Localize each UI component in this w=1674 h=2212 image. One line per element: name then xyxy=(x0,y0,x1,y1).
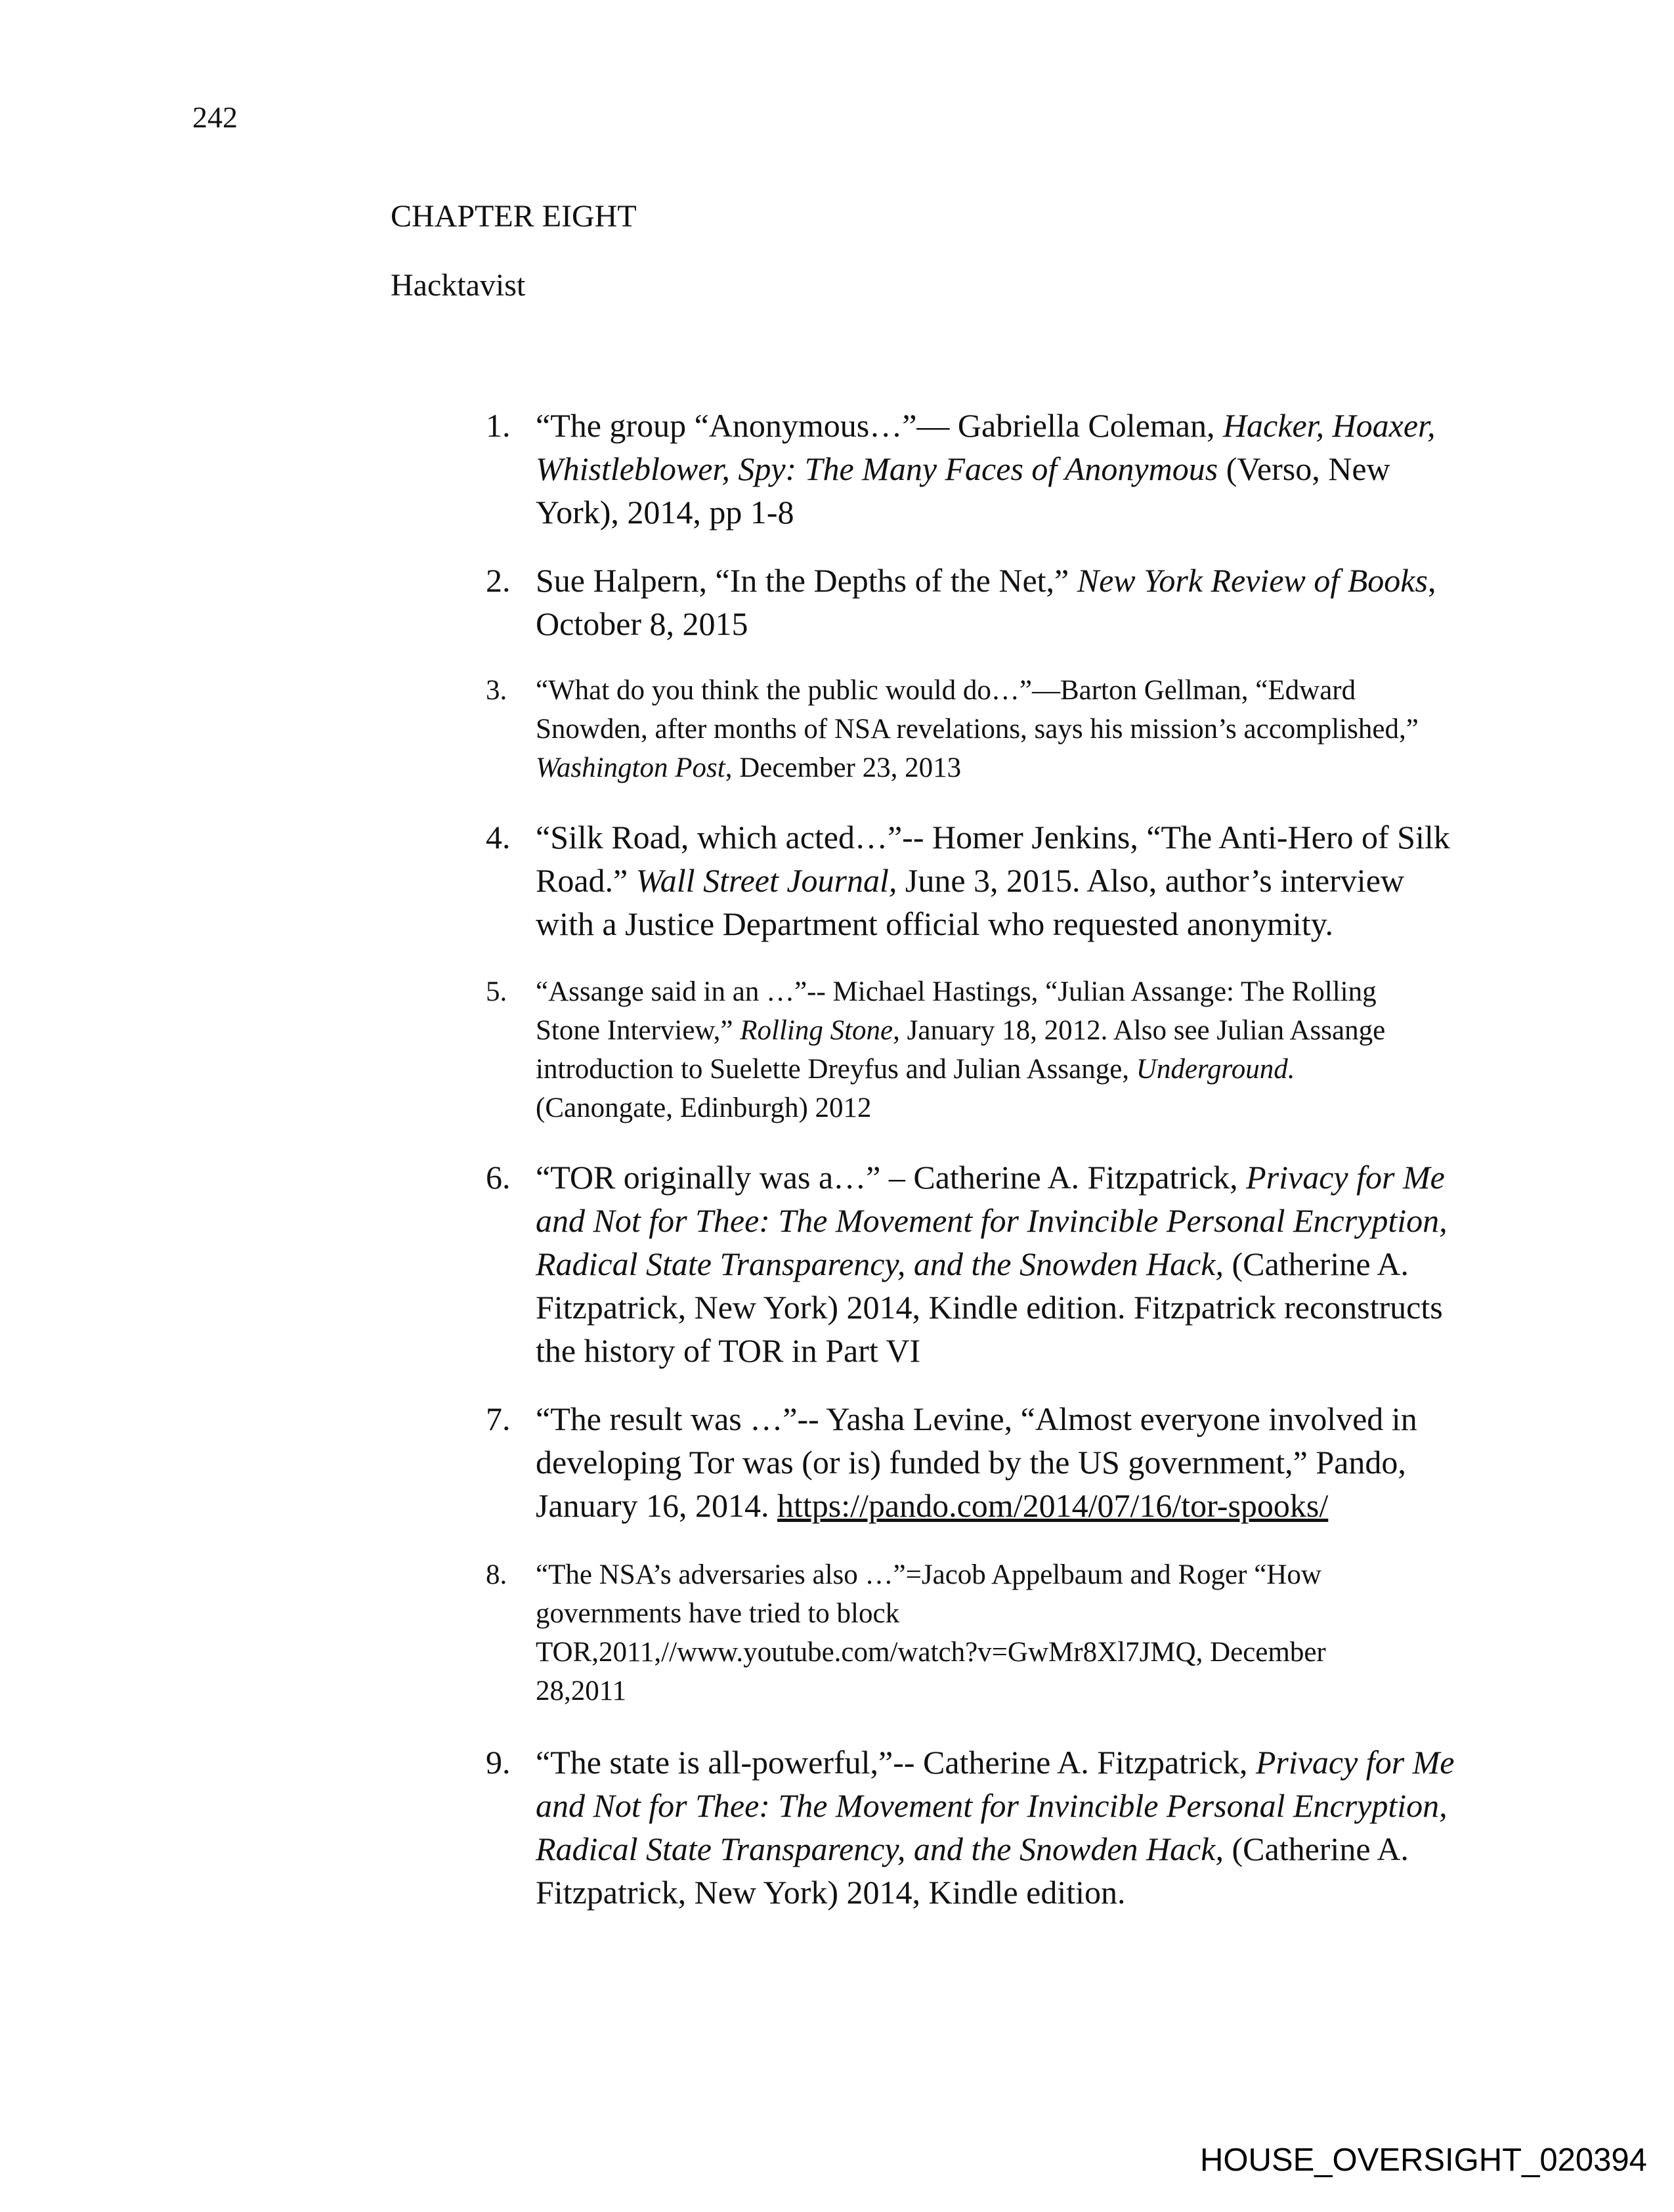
endnote-text xyxy=(536,815,1450,945)
text-segment: TOR,2011,//www.youtube.com/watch?v=GwMr8Xl7JMQ, December xyxy=(536,1637,1326,1668)
text-segment: the history of TOR in Part VI xyxy=(536,1332,921,1369)
endnote-line xyxy=(536,404,1435,447)
text-segment: Road.” xyxy=(536,862,636,899)
endnote-line xyxy=(536,1555,1326,1594)
text-segment: , xyxy=(1427,562,1436,599)
endnote-number: 5. xyxy=(486,976,507,1007)
text-segment: 28,2011 xyxy=(536,1676,627,1706)
endnote-number: 9. xyxy=(486,1744,511,1781)
endnote-line xyxy=(536,859,1450,902)
text-segment: developing Tor was (or is) funded by the US government,” Pando, xyxy=(536,1444,1406,1481)
text-segment: “TOR originally was a…” – Catherine A. Fitzpatrick, xyxy=(536,1159,1247,1196)
endnote-number: 8. xyxy=(486,1559,507,1590)
italic-title: Radical State Transparency, and the Snowden Hack, xyxy=(536,1831,1224,1867)
italic-title: New York Review of Books xyxy=(1077,562,1428,599)
text-segment: “The state is all-powerful,”-- Catherine A. Fitzpatrick, xyxy=(536,1744,1256,1781)
endnote-number: 1. xyxy=(486,407,511,444)
text-segment: , December 23, 2013 xyxy=(725,752,962,783)
endnote-number: 6. xyxy=(486,1159,511,1196)
italic-title: Whistleblower, Spy: The Many Faces of Anonymous xyxy=(536,450,1218,487)
endnote-line xyxy=(536,710,1419,748)
endnote-line xyxy=(536,490,1435,534)
endnote-line xyxy=(536,1397,1417,1441)
text-segment: , January 18, 2012. Also see Julian Assange xyxy=(893,1015,1386,1046)
text-segment: York), 2014, pp 1-8 xyxy=(536,494,794,531)
chapter-subtitle: Hacktavist xyxy=(391,268,526,303)
text-segment: “The group “Anonymous…”— Gabriella Coleman, xyxy=(536,407,1223,444)
endnote-number: 2. xyxy=(486,562,511,599)
endnote-text xyxy=(536,1555,1326,1710)
italic-title: Washington Post xyxy=(536,752,725,783)
text-segment: (Catherine A. xyxy=(1224,1246,1409,1282)
text-segment: June 3, 2015. Also, author’s interview xyxy=(897,862,1404,899)
endnote-line xyxy=(536,447,1435,490)
text-segment: Snowden, after months of NSA revelations, says his mission’s accomplished,” xyxy=(536,714,1419,745)
text-segment: “Silk Road, which acted…”-- Homer Jenkins, “The Anti-Hero of Silk xyxy=(536,819,1450,856)
endnote-line xyxy=(536,559,1436,602)
endnote-line xyxy=(536,972,1385,1011)
endnote-line xyxy=(536,1286,1448,1329)
endnote-text xyxy=(536,1397,1417,1527)
text-segment: (Catherine A. xyxy=(1224,1831,1409,1867)
text-segment: “The NSA’s adversaries also …”=Jacob Appelbaum and Roger “How xyxy=(536,1559,1321,1590)
text-segment: governments have tried to block xyxy=(536,1598,900,1629)
endnote-number: 3. xyxy=(486,675,507,706)
endnote-line xyxy=(536,1242,1448,1286)
endnote-line xyxy=(536,1672,1326,1710)
endnote-text xyxy=(536,1156,1448,1372)
text-segment: introduction to Suelette Dreyfus and Julian Assange, xyxy=(536,1054,1136,1085)
endnote-line xyxy=(536,1784,1455,1827)
italic-title: and Not for Thee: The Movement for Invincible Personal Encryption, xyxy=(536,1787,1448,1824)
endnote-text xyxy=(536,972,1385,1127)
endnote-text xyxy=(536,559,1436,645)
text-segment: (Canongate, Edinburgh) 2012 xyxy=(536,1093,872,1123)
text-segment: Sue Halpern, “In the Depths of the Net,” xyxy=(536,562,1077,599)
endnote-line xyxy=(536,1871,1455,1914)
endnote-number: 7. xyxy=(486,1400,511,1437)
bates-stamp: HOUSE_OVERSIGHT_020394 xyxy=(1200,2142,1647,2178)
endnote-line xyxy=(536,902,1450,945)
text-segment: Fitzpatrick, New York) 2014, Kindle edition. Fitzpatrick reconstructs xyxy=(536,1289,1443,1326)
italic-title: Rolling Stone xyxy=(740,1015,893,1046)
italic-title: Underground. xyxy=(1136,1054,1295,1085)
text-segment: “Assange said in an …”-- Michael Hastings, “Julian Assange: The Rolling xyxy=(536,976,1377,1007)
endnote-line xyxy=(536,815,1450,859)
italic-title: Hacker, Hoaxer, xyxy=(1222,407,1436,444)
endnote-line xyxy=(536,1441,1417,1484)
endnote-line xyxy=(536,1633,1326,1672)
endnote-line xyxy=(536,1827,1455,1871)
endnote-line xyxy=(536,602,1436,645)
italic-title: Radical State Transparency, and the Snowden Hack, xyxy=(536,1246,1224,1282)
endnote-line xyxy=(536,1329,1448,1372)
text-segment: “What do you think the public would do…”—Barton Gellman, “Edward xyxy=(536,675,1356,706)
citation-link[interactable]: https://pando.com/2014/07/16/tor-spooks/ xyxy=(777,1487,1329,1524)
endnote-line xyxy=(536,671,1419,710)
italic-title: Privacy for Me xyxy=(1246,1159,1445,1196)
text-segment: (Verso, New xyxy=(1218,450,1390,487)
page-number: 242 xyxy=(192,100,238,134)
endnote-line xyxy=(536,1011,1385,1050)
endnote-line xyxy=(536,1484,1417,1527)
endnote-text xyxy=(536,404,1435,534)
italic-title: Wall Street Journal, xyxy=(635,862,897,899)
chapter-title: CHAPTER EIGHT xyxy=(391,199,637,234)
text-segment: “The result was …”-- Yasha Levine, “Almost everyone involved in xyxy=(536,1400,1417,1437)
endnote-line xyxy=(536,1050,1385,1089)
text-segment: January 16, 2014. xyxy=(536,1487,777,1524)
endnote-text xyxy=(536,671,1419,787)
endnote-line xyxy=(536,1156,1448,1199)
text-segment: Stone Interview,” xyxy=(536,1015,740,1046)
text-segment: Fitzpatrick, New York) 2014, Kindle edition. xyxy=(536,1874,1126,1911)
text-segment: October 8, 2015 xyxy=(536,605,748,642)
endnote-number: 4. xyxy=(486,819,511,856)
endnote-line xyxy=(536,1199,1448,1242)
endnote-line xyxy=(536,748,1419,787)
endnote-line xyxy=(536,1089,1385,1127)
endnote-text xyxy=(536,1741,1455,1914)
endnote-line xyxy=(536,1594,1326,1633)
italic-title: and Not for Thee: The Movement for Invincible Personal Encryption, xyxy=(536,1202,1448,1239)
italic-title: Privacy for Me xyxy=(1255,1744,1455,1781)
text-segment: with a Justice Department official who requested anonymity. xyxy=(536,905,1333,942)
endnote-line xyxy=(536,1741,1455,1784)
